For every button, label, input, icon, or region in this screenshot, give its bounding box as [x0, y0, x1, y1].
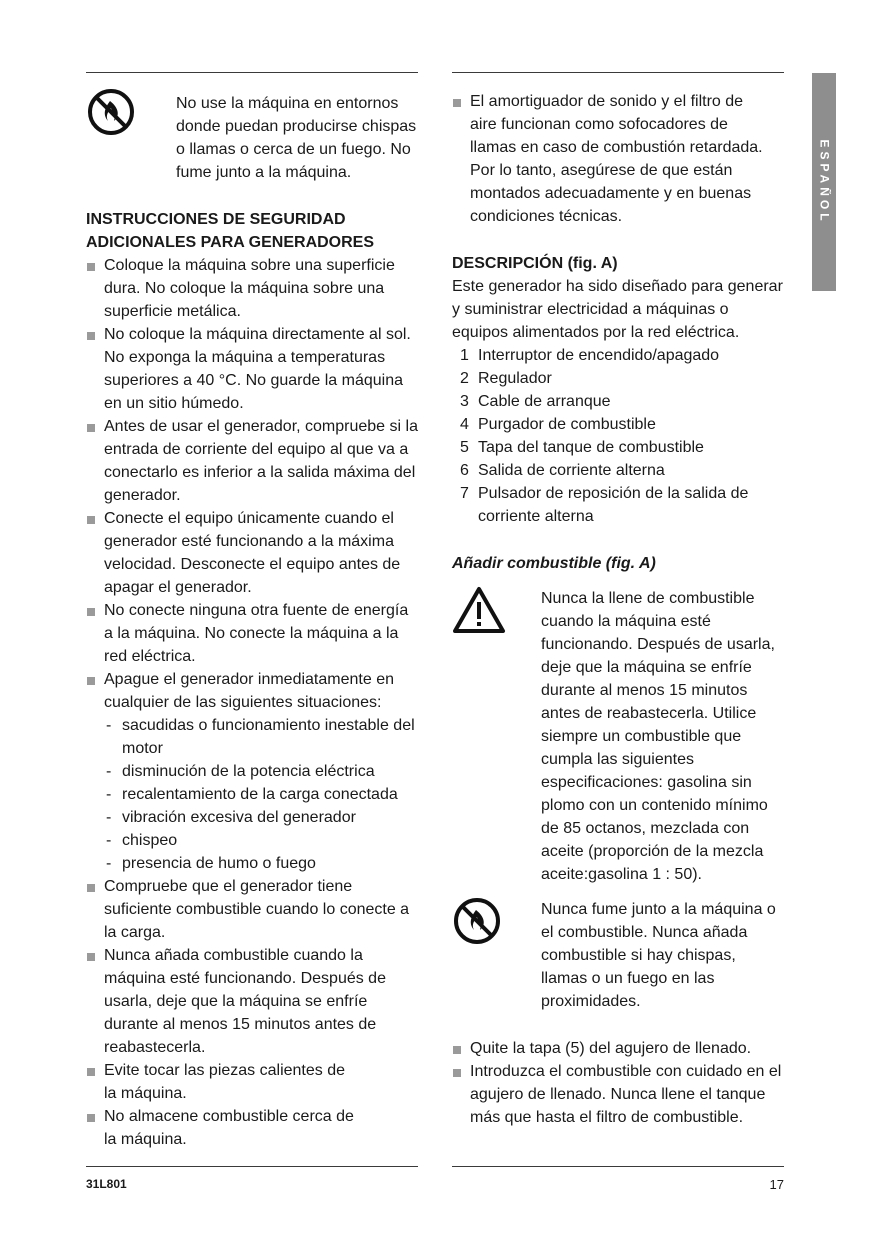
dash-item: - recalentamiento de la carga conectada — [104, 783, 418, 806]
bullet-item: El amortiguador de sonido y el filtro de aire funcionan como sofocadores de llamas en caso de combustión retardada. Por lo tanto, asegúrese de que están montados adecuadamente y en buenas condiciones técnicas. — [452, 90, 770, 228]
dash-item: - presencia de humo o fuego — [104, 852, 418, 875]
silencer-bullet — [452, 90, 784, 228]
fuel-warning-text: Nunca la llene de combustible cuando la máquina esté funcionando. Después de usarla, deje que la máquina se enfríe durante al menos 15 minutos antes de reabastecerla. Utilice siempre un combustible que cumpla las siguientes especificaciones: gasolina sin plomo con un contenido mínimo de 85 octanos, mezclada con aceite (proporción de la mezcla aceite:gasolina 1 : 50). — [541, 590, 775, 883]
bullet-item: Compruebe que el generador tiene suficiente combustible cuando lo conecte a la carga. — [86, 875, 418, 944]
description-text: Este generador ha sido diseñado para generar y suministrar electricidad a máquinas o equipos alimentados por la red eléctrica. — [452, 278, 783, 341]
warning-triangle-icon — [452, 585, 506, 635]
part-item: 2 Regulador — [460, 370, 552, 387]
bullet-item: No almacene combustible cerca de la máquina. — [86, 1105, 364, 1151]
bullet-item: Nunca añada combustible cuando la máquina esté funcionando. Después de usarla, deje que la máquina se enfríe durante al menos 15 minutos antes de reabastecerla. — [86, 944, 418, 1059]
top-rule-left — [86, 72, 418, 73]
no-fire-icon — [86, 87, 136, 137]
part-item: 7 Pulsador de reposición de la salida de corriente alterna — [460, 485, 749, 525]
bullet-item: Coloque la máquina sobre una superficie dura. No coloque la máquina sobre una superficie metálica. — [86, 254, 418, 323]
fuel-warning-block — [452, 587, 784, 886]
parts-list — [452, 344, 784, 528]
no-fire-warning-text: No use la máquina en entornos donde puedan producirse chispas o llamas o cerca de un fuego. No fume junto a la máquina. — [176, 95, 417, 181]
fuel-bullets — [452, 1037, 784, 1129]
top-rule-right — [452, 72, 784, 73]
part-item: 3 Cable de arranque — [460, 393, 611, 410]
description-heading: DESCRIPCIÓN (fig. A) — [452, 255, 618, 272]
safety-bullets-b — [86, 875, 418, 1151]
left-column — [86, 90, 418, 1151]
dash-item: - sacudidas o funcionamiento inestable del motor — [104, 714, 418, 760]
language-tab-label: ESPAÑOL — [817, 139, 832, 225]
bottom-rule-right — [452, 1166, 784, 1167]
no-smoke-warning-block — [452, 898, 784, 1013]
language-tab — [812, 73, 836, 291]
right-column — [452, 90, 784, 1129]
part-item: 5 Tapa del tanque de combustible — [460, 439, 704, 456]
bullet-item: Quite la tapa (5) del agujero de llenado. — [452, 1037, 784, 1060]
bullet-item: Conecte el equipo únicamente cuando el generador esté funcionando a la máxima velocidad. Desconecte el equipo antes de apagar el generador. — [86, 507, 418, 599]
bullet-item: Antes de usar el generador, compruebe si la entrada de corriente del equipo al que va a conectarlo es inferior a la salida máxima del generador. — [86, 415, 418, 507]
bullet-item: Introduzca el combustible con cuidado en el agujero de llenado. Nunca llene el tanque más que hasta el filtro de combustible. — [452, 1060, 784, 1129]
dash-item: - chispeo — [104, 829, 418, 852]
footer-page-number: 17 — [769, 1177, 784, 1192]
bullet-item: No coloque la máquina directamente al sol. No exponga la máquina a temperaturas superiores a 40 °C. No guarde la máquina en un sitio húmedo. — [86, 323, 418, 415]
part-item: 1 Interruptor de encendido/apagado — [460, 347, 720, 364]
bullet-item: No conecte ninguna otra fuente de energía a la máquina. No conecte la máquina a la red eléctrica. — [86, 599, 418, 668]
safety-bullets-a — [86, 254, 418, 714]
safety-heading-line2: ADICIONALES PARA GENERADORES — [86, 234, 375, 251]
footer-model-number: 31L801 — [86, 1177, 127, 1191]
fuel-heading: Añadir combustible (fig. A) — [452, 555, 656, 572]
shutdown-situations-list — [104, 714, 418, 875]
bullet-item: Evite tocar las piezas calientes de la máquina. — [86, 1059, 354, 1105]
no-fire-warning-block — [86, 92, 418, 184]
bullet-item: Apague el generador inmediatamente en cualquier de las siguientes situaciones: — [86, 668, 418, 714]
dash-item: - vibración excesiva del generador — [104, 806, 418, 829]
safety-heading-line1: INSTRUCCIONES DE SEGURIDAD — [86, 211, 346, 228]
part-item: 6 Salida de corriente alterna — [460, 462, 665, 479]
no-smoke-warning-text: Nunca fume junto a la máquina o el combustible. Nunca añada combustible si hay chispas, llamas o un fuego en las proximidades. — [541, 901, 776, 1010]
bottom-rule-left — [86, 1166, 418, 1167]
part-item: 4 Purgador de combustible — [460, 416, 656, 433]
dash-item: - disminución de la potencia eléctrica — [104, 760, 418, 783]
no-smoking-icon — [452, 896, 502, 946]
